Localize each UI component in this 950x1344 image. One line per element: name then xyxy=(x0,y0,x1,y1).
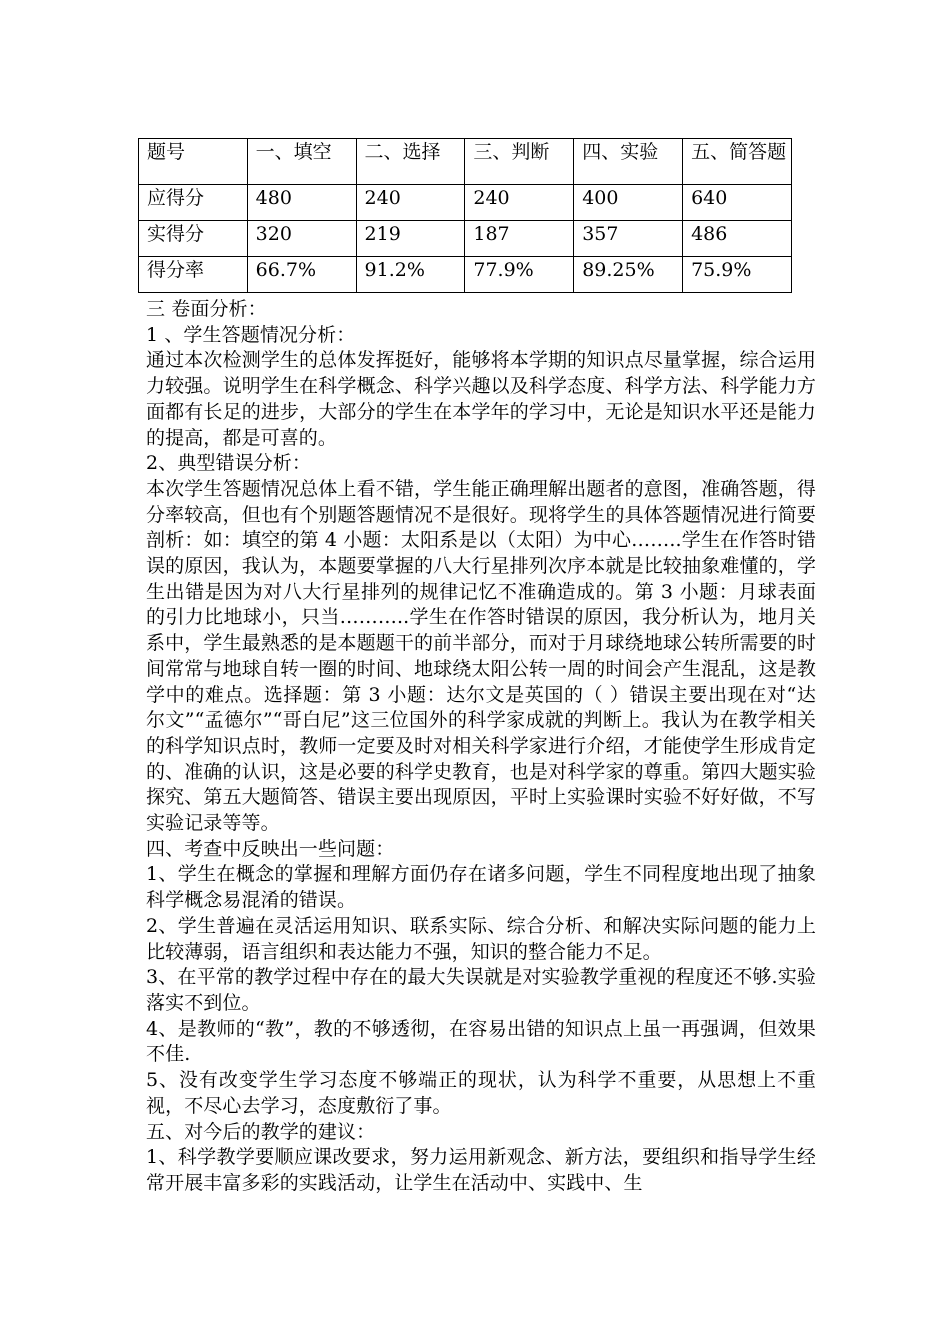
table-cell: 二、选择 xyxy=(356,139,465,185)
paragraph: 通过本次检测学生的总体发挥挺好，能够将本学期的知识点尽量掌握，综合运用力较强。说明学生在科学概念、科学兴趣以及科学态度、科学方法、科学能力方面都有长足的进步，大部分的学生在本学年的学习中，无论是知识水平还是能力的提高，都是可喜的。 xyxy=(146,349,816,449)
table-row xyxy=(139,185,792,221)
table-cell: 实得分 xyxy=(139,221,248,257)
table-cell: 357 xyxy=(574,221,683,257)
table-row xyxy=(139,257,792,293)
list-item: 2、学生普遍在灵活运用知识、联系实际、综合分析、和解决实际问题的能力上比较薄弱，语言组织和表达能力不强，知识的整合能力不足。 xyxy=(146,914,816,963)
table-cell: 480 xyxy=(247,185,356,221)
score-table xyxy=(138,138,792,293)
table-cell: 219 xyxy=(356,221,465,257)
list-item: 3、在平常的教学过程中存在的最大失误就是对实验教学重视的程度还不够.实验落实不到位。 xyxy=(146,966,816,1014)
table-cell: 320 xyxy=(247,221,356,257)
table-cell: 400 xyxy=(574,185,683,221)
table-cell: 77.9% xyxy=(465,257,574,293)
document-body xyxy=(146,297,816,1197)
paragraph: 本次学生答题情况总体上看不错，学生能正确理解出题者的意图，准确答题，得分率较高，但也有个别题答题情况不是很好。现将学生的具体答题情况进行简要剖析：如：填空的第 4 小题：太阳系是以（太阳）为中心……..学生在作答时错误的原因，我认为，本题要掌握的八大行星排列次序本就是比较抽象难懂的，学生出错是因为对八大行星排列的规律记忆不准确造成的。第 3 小题：月球表面的引力比地球小，只当………..学生在作答时错误的原因，我分析认为，地月关系中，学生最熟悉的是本题题干的前半部分，而对于月球绕地球公转所需要的时间常常与地球自转一圈的时间、地球绕太阳公转一周的时间会产生混乱，这是教学中的难点。选择题：第 3 小题：达尔文是英国的（ ）错误主要出现在对“达尔文”“孟德尔”“哥白尼”这三位国外的科学家成就的判断上。我认为在教学相关的科学知识点时，教师一定要及时对相关科学家进行介绍，才能使学生形成肯定的、准确的认识，这是必要的科学史教育，也是对科学家的尊重。第四大题实验探究、第五大题简答、错误主要出现原因，平时上实验课时实验不好好做，不写实验记录等等。 xyxy=(146,477,816,835)
table-cell: 240 xyxy=(356,185,465,221)
list-item: 5、没有改变学生学习态度不够端正的现状，认为科学不重要，从思想上不重视，不尽心去学习，态度敷衍了事。 xyxy=(146,1069,816,1117)
table-cell: 应得分 xyxy=(139,185,248,221)
table-cell: 四、实验 xyxy=(574,139,683,185)
table-cell: 一、填空 xyxy=(247,139,356,185)
section-heading: 四、考查中反映出一些问题： xyxy=(146,837,395,860)
table-cell: 三、判断 xyxy=(465,139,574,185)
section-heading: 三 卷面分析： xyxy=(146,298,267,320)
section-heading: 五、对今后的教学的建议： xyxy=(146,1120,376,1143)
table-cell: 题号 xyxy=(139,139,248,185)
list-item: 1、科学教学要顺应课改要求，努力运用新观念、新方法，要组织和指导学生经常开展丰富多彩的实践活动，让学生在活动中、实践中、生 xyxy=(146,1146,816,1194)
table-cell: 五、简答题 xyxy=(683,139,792,185)
table-cell: 75.9% xyxy=(683,257,792,293)
list-item: 4、是教师的“教”，教的不够透彻，在容易出错的知识点上虽一再强调，但效果不佳. xyxy=(146,1017,816,1066)
table-cell: 240 xyxy=(465,185,574,221)
subsection-heading: 2、典型错误分析： xyxy=(146,452,311,475)
table-cell: 640 xyxy=(683,185,792,221)
list-item: 1、学生在概念的掌握和理解方面仍存在诸多问题，学生不同程度地出现了抽象科学概念易混淆的错误。 xyxy=(146,863,816,912)
table-cell: 66.7% xyxy=(247,257,356,293)
table-cell: 187 xyxy=(465,221,574,257)
table-cell: 得分率 xyxy=(139,257,248,293)
subsection-heading: 1 、学生答题情况分析： xyxy=(146,323,356,346)
table-cell: 91.2% xyxy=(356,257,465,293)
table-cell: 486 xyxy=(683,221,792,257)
table-cell: 89.25% xyxy=(574,257,683,293)
table-row xyxy=(139,221,792,257)
table-header-row xyxy=(139,139,792,185)
